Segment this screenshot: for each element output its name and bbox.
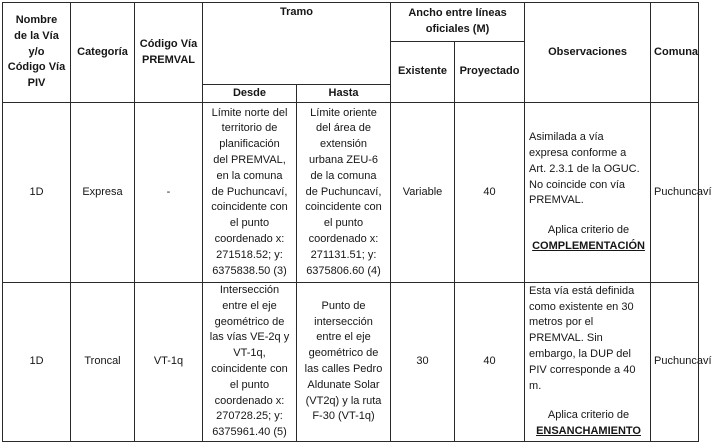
obs-line: PREMVAL. Sin — [529, 332, 603, 345]
cell-codigo: - — [135, 103, 203, 283]
header-nombre-line: Nombre — [15, 14, 58, 26]
cell-nombre: 1D — [3, 103, 71, 283]
cell-line: extensión — [319, 138, 368, 151]
header-categoria: Categoría — [71, 3, 135, 103]
cell-line: entre el eje — [316, 331, 371, 344]
obs-line: expresa conforme a — [529, 147, 627, 159]
header-ancho — [391, 3, 525, 42]
obs-spacer — [529, 209, 648, 223]
cell-line: el punto — [323, 217, 364, 230]
obs-line: como existente en 30 — [529, 300, 634, 313]
cell-observaciones — [525, 103, 651, 283]
cell-line: coordenado x: — [214, 232, 285, 245]
cell-line: 6375838.50 (3) — [212, 264, 287, 277]
table-row — [3, 103, 699, 283]
cell-line: coordenado x: — [214, 394, 285, 407]
header-ancho-line: oficiales (M) — [425, 23, 490, 35]
obs-spacer — [529, 394, 648, 408]
cell-categoria: Expresa — [71, 103, 135, 283]
obs-line: Esta vía está definida — [529, 284, 635, 297]
cell-line: geométrico de — [214, 315, 285, 328]
obs-line: m. — [529, 379, 542, 392]
cell-line: territorio de — [221, 122, 278, 135]
header-hasta: Hasta — [297, 85, 391, 103]
cell-comuna: Puchuncaví — [651, 283, 699, 442]
header-tramo: Tramo — [203, 3, 391, 85]
obs-line: embargo, la DUP del — [529, 348, 631, 361]
cell-proyectado: 40 — [455, 103, 525, 283]
cell-line: Aldunate Solar — [307, 378, 380, 391]
table-row — [3, 283, 699, 442]
obs-line: PIV corresponde a 40 — [529, 363, 636, 376]
header-desde: Desde — [203, 85, 297, 103]
cell-line: VT-1q, — [233, 347, 266, 360]
cell-line: coincidente con — [211, 362, 288, 375]
cell-line: las calles Pedro — [304, 362, 383, 375]
cell-line: de la comuna — [310, 169, 377, 182]
cell-hasta — [297, 283, 391, 442]
cell-line: coordenado x: — [308, 232, 379, 245]
cell-line: coincidente con — [211, 201, 288, 214]
cell-line: del área de — [315, 122, 372, 135]
cell-line: 271518.52; y: — [216, 248, 283, 261]
cell-categoria: Troncal — [71, 283, 135, 442]
cell-line: las vías VE-2q y — [209, 331, 290, 344]
header-nombre-line: de la Vía — [14, 29, 59, 42]
criterio-label: ENSANCHAMIENTO — [536, 425, 641, 438]
criterio-intro: Aplica criterio de — [547, 409, 630, 422]
vias-table — [2, 2, 712, 442]
cell-line: intersección — [314, 315, 373, 328]
cell-line: en la comuna — [216, 169, 283, 182]
obs-line: Art. 2.3.1 de la OGUC. — [529, 162, 640, 175]
obs-line: No coincide con vía — [529, 178, 626, 191]
cell-line: 271131.51; y: — [310, 248, 377, 261]
document-page — [2, 2, 712, 442]
cell-proyectado: 40 — [455, 283, 525, 442]
cell-existente: 30 — [391, 283, 455, 442]
header-nombre-line: Código Vía — [7, 61, 66, 74]
cell-line: 270728.25; y: — [216, 410, 283, 423]
cell-line: del PREMVAL, — [213, 154, 286, 166]
cell-hasta — [297, 103, 391, 283]
cell-line: el punto — [229, 217, 270, 230]
cell-codigo: VT-1q — [135, 283, 203, 442]
header-nombre-line: y/o — [28, 45, 45, 58]
header-ancho-line: Ancho entre líneas — [408, 7, 507, 20]
cell-nombre: 1D — [3, 283, 71, 442]
criterio-label: COMPLEMENTACIÓN — [532, 239, 645, 252]
obs-line: PREMVAL. — [529, 194, 584, 207]
cell-line: geométrico de — [308, 347, 379, 360]
cell-line: el punto — [229, 378, 270, 391]
cell-line: (VT2q) y la ruta — [305, 394, 382, 407]
cell-line: de Puchuncaví, — [211, 185, 288, 198]
header-codigo-line: Código Vía — [139, 37, 198, 50]
cell-line: 6375961.40 (5) — [212, 426, 287, 439]
cell-line: Punto de — [321, 299, 366, 312]
cell-line: Intersección — [219, 284, 280, 296]
cell-observaciones — [525, 283, 651, 442]
header-existente: Existente — [391, 42, 455, 103]
cell-line: de Puchuncaví, — [305, 185, 382, 198]
cell-line: Límite norte del — [211, 106, 288, 119]
cell-line: F-30 (VT-1q) — [312, 410, 375, 423]
criterio-intro: Aplica criterio de — [547, 224, 630, 237]
obs-line: Asimilada a vía — [529, 131, 604, 144]
header-nombre — [3, 3, 71, 103]
obs-line: metros por el — [529, 316, 594, 329]
cell-line: coincidente con — [305, 201, 382, 214]
cell-comuna: Puchuncaví — [651, 103, 699, 283]
cell-line: urbana ZEU-6 — [308, 154, 379, 166]
header-codigo-line: PREMVAL — [142, 53, 195, 66]
cell-desde — [203, 283, 297, 442]
header-comuna: Comuna — [651, 3, 699, 103]
cell-line: Límite oriente — [310, 106, 377, 119]
header-proyectado: Proyectado — [455, 42, 525, 103]
cell-line: 6375806.60 (4) — [306, 264, 381, 277]
cell-line: entre el eje — [222, 299, 277, 312]
header-observaciones: Observaciones — [525, 3, 651, 103]
cell-existente: Variable — [391, 103, 455, 283]
cell-desde — [203, 103, 297, 283]
header-nombre-line: PIV — [27, 77, 46, 90]
cell-line: planificación — [219, 138, 280, 151]
header-row-1 — [3, 3, 699, 42]
header-codigo — [135, 3, 203, 103]
